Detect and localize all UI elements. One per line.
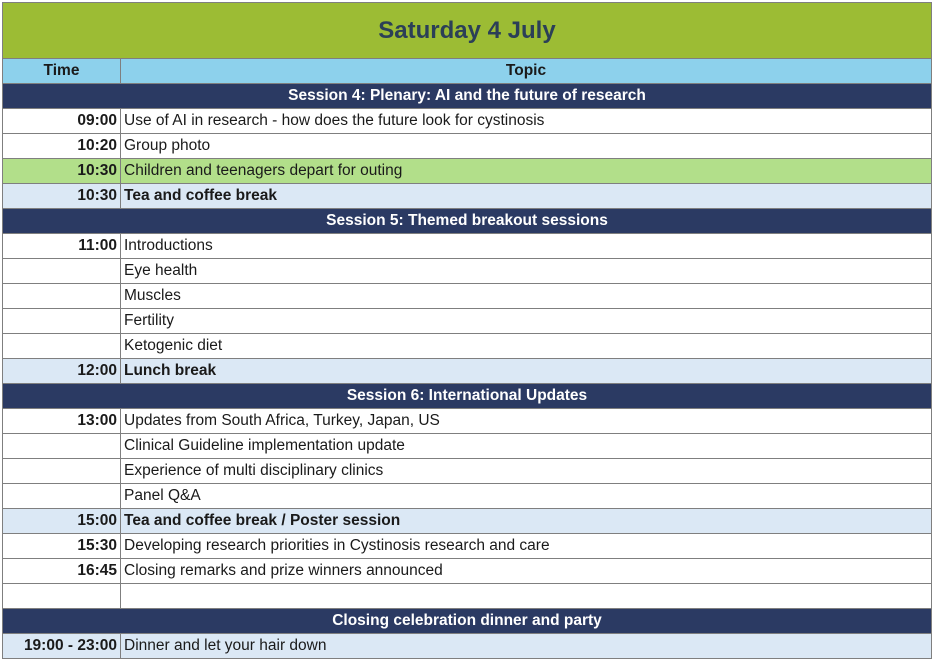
- table-row: [3, 259, 932, 284]
- session-title: Session 6: International Updates: [3, 384, 932, 408]
- topic-cell: Ketogenic diet: [121, 334, 932, 358]
- time-cell: 13:00: [3, 409, 121, 433]
- time-header: Time: [3, 59, 121, 83]
- time-cell: [3, 309, 121, 333]
- topic-cell: Experience of multi disciplinary clinics: [121, 459, 932, 483]
- table-row: [3, 534, 932, 559]
- time-cell: [3, 284, 121, 308]
- topic-cell: Fertility: [121, 309, 932, 333]
- topic-cell: Eye health: [121, 259, 932, 283]
- time-cell: 09:00: [3, 109, 121, 133]
- table-row: [3, 409, 932, 434]
- table-row: [3, 309, 932, 334]
- time-cell: 15:30: [3, 534, 121, 558]
- header-row: [3, 59, 932, 84]
- session-title: Session 4: Plenary: AI and the future of research: [3, 84, 932, 108]
- topic-cell: [121, 584, 932, 608]
- topic-cell: Tea and coffee break / Poster session: [121, 509, 932, 533]
- session-header: [3, 84, 932, 109]
- session-title: Session 5: Themed breakout sessions: [3, 209, 932, 233]
- break-row: [3, 359, 932, 384]
- break-row: [3, 184, 932, 209]
- time-cell: [3, 484, 121, 508]
- table-row: [3, 234, 932, 259]
- table-row: [3, 484, 932, 509]
- time-cell: 16:45: [3, 559, 121, 583]
- time-cell: 11:00: [3, 234, 121, 258]
- topic-cell: Closing remarks and prize winners announced: [121, 559, 932, 583]
- topic-cell: Introductions: [121, 234, 932, 258]
- table-row: [3, 434, 932, 459]
- title-row: [3, 3, 932, 59]
- table-row: [3, 334, 932, 359]
- session-header: [3, 384, 932, 409]
- session-header: [3, 609, 932, 634]
- page-title: Saturday 4 July: [378, 16, 556, 44]
- time-cell: 19:00 - 23:00: [3, 634, 121, 658]
- time-cell: 15:00: [3, 509, 121, 533]
- topic-cell: Group photo: [121, 134, 932, 158]
- break-row: [3, 509, 932, 534]
- table-row: [3, 109, 932, 134]
- time-cell: 10:30: [3, 159, 121, 183]
- topic-cell: Clinical Guideline implementation update: [121, 434, 932, 458]
- topic-cell: Updates from South Africa, Turkey, Japan, US: [121, 409, 932, 433]
- topic-cell: Panel Q&A: [121, 484, 932, 508]
- topic-cell: Developing research priorities in Cystinosis research and care: [121, 534, 932, 558]
- table-row: [3, 634, 932, 659]
- time-cell: 10:30: [3, 184, 121, 208]
- time-cell: [3, 459, 121, 483]
- empty-row: [3, 584, 932, 609]
- topic-cell: Muscles: [121, 284, 932, 308]
- topic-cell: Lunch break: [121, 359, 932, 383]
- topic-cell: Dinner and let your hair down: [121, 634, 932, 658]
- session-header: [3, 209, 932, 234]
- time-cell: [3, 334, 121, 358]
- topic-cell: Tea and coffee break: [121, 184, 932, 208]
- schedule-table: [2, 2, 932, 659]
- time-cell: 10:20: [3, 134, 121, 158]
- topic-header: Topic: [121, 59, 932, 83]
- table-row: [3, 134, 932, 159]
- table-row: [3, 159, 932, 184]
- time-cell: [3, 259, 121, 283]
- table-row: [3, 284, 932, 309]
- topic-cell: Children and teenagers depart for outing: [121, 159, 932, 183]
- time-cell: 12:00: [3, 359, 121, 383]
- topic-cell: Use of AI in research - how does the future look for cystinosis: [121, 109, 932, 133]
- session-title: Closing celebration dinner and party: [3, 609, 932, 633]
- table-row: [3, 559, 932, 584]
- time-cell: [3, 584, 121, 608]
- time-cell: [3, 434, 121, 458]
- table-row: [3, 459, 932, 484]
